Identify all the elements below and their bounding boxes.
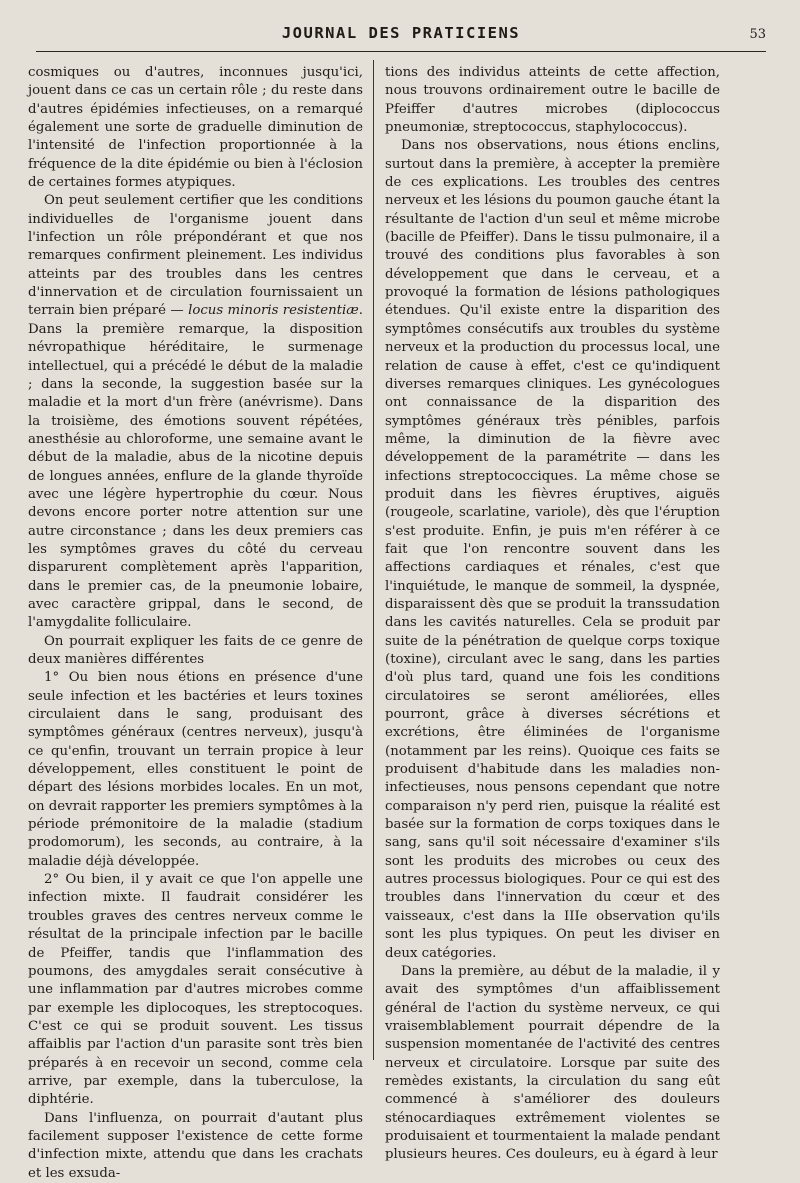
paragraph: Dans la première, au début de la maladie, il y avait des symptômes d'un affaiblissement général de l'action du système nerveux, ce qui vraisemblablement pourrait dépendre de la suspension momentanée de l'activité des centres nerveux et circulatoire. Lorsque par suite des remèdes existants, la circulation du sang eût commencé à s'améliorer des douleurs sténocardiaques extrêmement violentes se produisaient et tourmentaient la malade pendant plusieurs heures. Ces douleurs, eu à égard à leur bbox=[385, 963, 720, 1163]
header-rule bbox=[36, 51, 766, 52]
paragraph-text: On peut seulement certifier que les conditions individuelles de l'organisme jouent dans l'infection un rôle prépondérant et que nos remarques confirment pleinement. Les individus atteints par des troubles dans les centres d'innervation et de circulation fournissaient un terrain bien préparé — bbox=[28, 193, 363, 319]
paragraph: On pourrait expliquer les faits de ce genre de deux manières différentes bbox=[28, 633, 363, 667]
running-title: JOURNAL DES PRATICIENS bbox=[281, 24, 521, 42]
page-number: 53 bbox=[749, 27, 766, 42]
paragraph bbox=[28, 192, 363, 632]
latin-term: locus minoris resistentiæ bbox=[188, 303, 359, 319]
paragraph: cosmiques ou d'autres, inconnues jusqu'ici, jouent dans ce cas un certain rôle ; du reste dans d'autres épidémies infectieuses, on a remarqué également une sorte de graduelle diminution de l'intensité de l'infection proportionnée à la fréquence de la dite épidémie ou bien à l'éclosion de certaines formes atypiques. bbox=[28, 65, 363, 191]
paragraph-text: . Dans la première remarque, la disposition névropathique héréditaire, le surmenage intellectuel, qui a précédé le début de la maladie ; dans la seconde, la suggestion basée sur la maladie et la mort d'un frère (anévrisme). Dans la troisième, des émotions souvent répétées, anesthésie au chloroforme, une semaine avant le début de la maladie, abus de la nicotine depuis de longues années, enflure de la glande thyroïde avec une légère hypertrophie du cœur. Nous devons encore porter notre attention sur une autre circonstance ; dans les deux premiers cas les symptômes graves du côté du cerveau disparurent complètement après l'apparition, dans le premier cas, de la pneumonie lobaire, avec caractère grippal, dans le second, de l'amygdalite folliculaire. bbox=[28, 303, 363, 631]
page-header bbox=[36, 18, 766, 54]
paragraph: 1° Ou bien nous étions en présence d'une seule infection et les bactéries et leurs toxines circulaient dans le sang, produisant des symptômes généraux (centres nerveux), jusqu'à ce qu'enfin, trouvant un terrain propice à leur développement, elles constituent le point de départ des lésions morbides locales. En un mot, on devrait rapporter les premiers symptômes à la période prémonitoire de la maladie (stadium prodomorum), les seconds, au contraire, à la maladie déjà développée. bbox=[28, 670, 363, 869]
column-divider bbox=[373, 60, 374, 1060]
left-column bbox=[28, 64, 363, 1181]
paragraph: Dans nos observations, nous étions enclins, surtout dans la première, à accepter la première de ces explications. Les troubles des centres nerveux et les lésions du poumon gauche étant la résultante de l'action d'un seul et même microbe (bacille de Pfeiffer). Dans le tissu pulmonaire, il a trouvé des conditions plus favorables à son développement que dans le cerveau, et a provoqué la formation de lésions pathologiques étendues. Qu'il existe entre la disparition des symptômes consécutifs aux troubles du système nerveux et la production du processus local, une relation de cause à effet, c'est ce qu'indiquent diverses remarques cliniques. Les gynécologues ont connaissance de la disparition des symptômes généraux très pénibles, parfois même, la diminution de la fièvre avec développement de la paramétrite — dans les infections streptococciques. La même chose se produit dans les fièvres éruptives, aiguës (rougeole, scarlatine, variole), dès que l'éruption s'est produite. Enfin, je puis m'en référer à ce fait que l'on rencontre souvent dans les affections cardiaques et rénales, c'est que l'inquiétude, le manque de sommeil, la dyspnée, disparaissent dès que se produit la transsudation dans les cavités naturelles. Cela se produit par suite de la pénétration de quelque corps toxique (toxine), circulant avec le sang, dans les parties d'où plus tard, quand une fois les conditions circulatoires se seront améliorées, elles pourront, grâce à diverses sécrétions et excrétions, être éliminées de l'organisme (notamment par les reins). Quoique ces faits se produisent d'habitude dans les maladies non-infectieuses, nous pensons cependant que notre comparaison n'y perd rien, puisque la réalité est basée sur la formation de corps toxiques dans le sang, sans qu'il soit nécessaire d'examiner s'ils sont les produits des microbes ou ceux des autres processus biologiques. Pour ce qui est des troubles dans l'innervation du cœur et des vaisseaux, c'est dans la IIIe observation qu'ils sont les plus typiques. On peut les diviser en deux catégories. bbox=[385, 138, 720, 961]
right-column bbox=[385, 64, 720, 1163]
paragraph: tions des individus atteints de cette affection, nous trouvons ordinairement outre le bacille de Pfeiffer d'autres microbes (diplococcus pneumoniæ, streptococcus, staphylococcus). bbox=[385, 65, 720, 136]
paragraph: 2° Ou bien, il y avait ce que l'on appelle une infection mixte. Il faudrait considérer les troubles graves des centres nerveux comme le résultat de la principale infection par le bacille de Pfeiffer, tandis que l'inflammation des poumons, des amygdales serait consécutive à une inflammation par d'autres microbes comme par exemple les diplocoques, les streptocoques. C'est ce qui se produit souvent. Les tissus affaiblis par l'action d'un parasite sont très bien préparés à en recevoir un second, comme cela arrive, par exemple, dans la tuberculose, la diphtérie. bbox=[28, 872, 363, 1108]
paragraph: Dans l'influenza, on pourrait d'autant plus facilement supposer l'existence de cette forme d'infection mixte, attendu que dans les crachats et les exsuda- bbox=[28, 1110, 363, 1181]
